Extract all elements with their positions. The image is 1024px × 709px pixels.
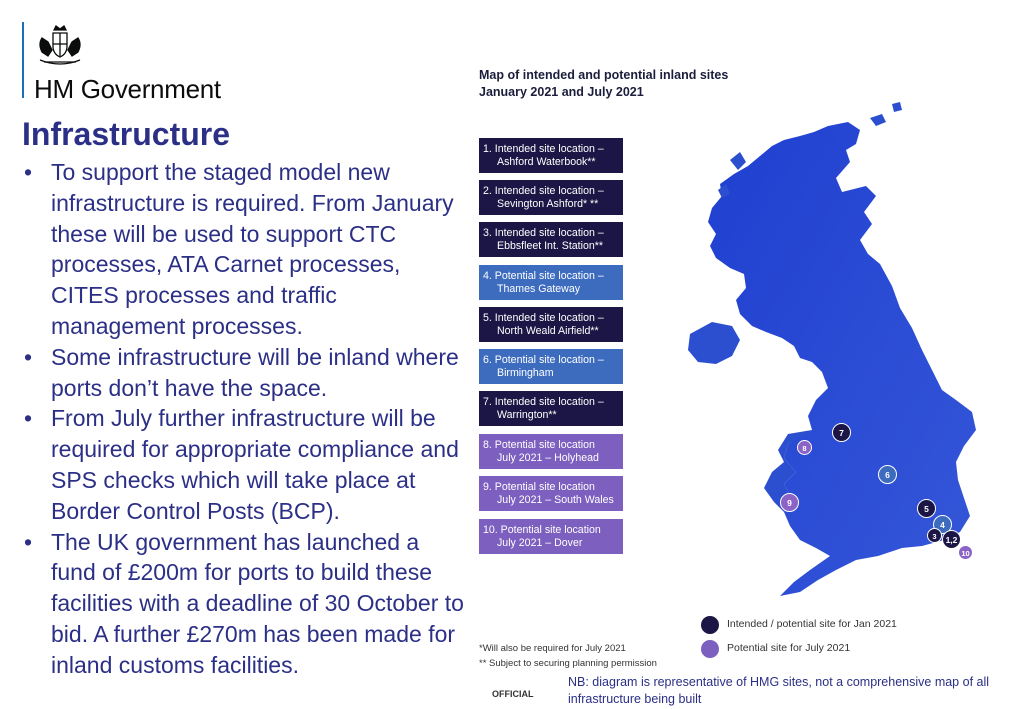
site-legend-7: 7. Intended site location – Warrington**: [479, 391, 623, 426]
site-pin-4: 4: [933, 515, 952, 534]
site-pin-5: 5: [917, 499, 936, 518]
bullet-item: • The UK government has launched a fund of £200m for ports to build these facilities with a deadline of 30 October to bid. A further £270m has been made for inland customs facilities.: [22, 527, 467, 681]
site-pin-1-2: 1,2: [942, 530, 961, 549]
site-legend-4: 4. Potential site location – Thames Gateway: [479, 265, 623, 300]
site-pin-6: 6: [878, 465, 897, 484]
map-title-line: January 2021 and July 2021: [479, 85, 644, 99]
site-legend-8: 8. Potential site location July 2021 – Holyhead: [479, 434, 623, 469]
footnote: *Will also be required for July 2021: [479, 643, 626, 654]
site-legend-3: 3. Intended site location – Ebbsfleet Int. Station**: [479, 222, 623, 257]
site-legend-6: 6. Potential site location – Birmingham: [479, 349, 623, 384]
intended-dot-icon: [701, 616, 719, 634]
slide-title: Infrastructure: [22, 116, 231, 152]
bullet-list: [22, 157, 467, 681]
disclaimer-note: NB: diagram is representative of HMG sites, not a comprehensive map of all infrastructure being built: [568, 675, 990, 706]
island-landmass: [730, 152, 746, 170]
bullet-item: • From July further infrastructure will be required for appropriate compliance and SPS checks which will take place at Border Control Posts (BCP).: [22, 403, 467, 526]
hm-government-logo: [22, 22, 282, 102]
site-legend-2: 2. Intended site location – Sevington Ashford* **: [479, 180, 623, 215]
legend-intended-label: Intended / potential site for Jan 2021: [727, 618, 897, 630]
brand-divider: [22, 22, 24, 98]
footnote: ** Subject to securing planning permission: [479, 658, 657, 669]
site-pin-7: 7: [832, 423, 851, 442]
uk-map: [660, 100, 1010, 605]
site-legend-10: 10. Potential site location July 2021 – Dover: [479, 519, 623, 554]
site-pin-9: 9: [780, 493, 799, 512]
island-landmass: [892, 102, 902, 112]
july-dot-icon: [701, 640, 719, 658]
classification-label: OFFICIAL: [492, 689, 534, 699]
site-pin-8: 8: [797, 440, 812, 455]
bullet-item: • To support the staged model new infrastructure is required. From January these will be used to support CTC processes, ATA Carnet processes, CITES processes and traffic management processes.: [22, 157, 467, 342]
site-pin-10: 10: [958, 545, 973, 560]
bullet-item: • Some infrastructure will be inland where ports don’t have the space.: [22, 342, 467, 404]
island-landmass: [870, 114, 886, 126]
site-legend-9: 9. Potential site location July 2021 – South Wales: [479, 476, 623, 511]
royal-coat-of-arms-icon: [34, 24, 86, 68]
site-legend-1: 1. Intended site location – Ashford Waterbook**: [479, 138, 623, 173]
northern-ireland-landmass: [688, 322, 740, 364]
site-legend-5: 5. Intended site location – North Weald Airfield**: [479, 307, 623, 342]
brand-name: HM Government: [34, 74, 221, 104]
legend-july-label: Potential site for July 2021: [727, 642, 851, 654]
map-title: [479, 67, 728, 101]
site-pin-3: 3: [927, 528, 942, 543]
map-title-line: Map of intended and potential inland sites: [479, 68, 729, 82]
